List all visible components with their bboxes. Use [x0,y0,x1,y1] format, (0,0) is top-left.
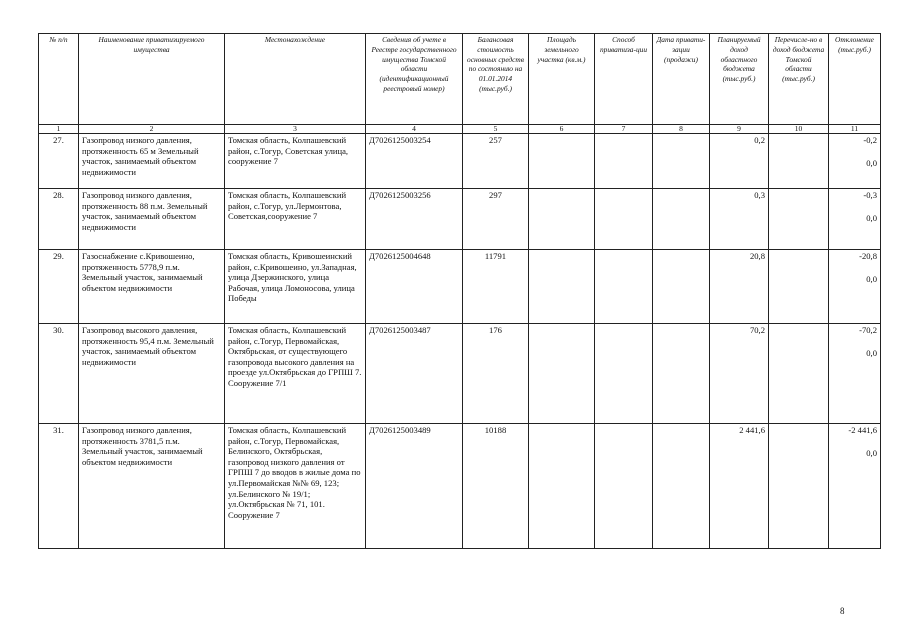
column-number: 3 [225,125,366,134]
balance-value: 257 [463,134,529,189]
privatization-table [38,33,881,549]
balance-value: 297 [463,189,529,250]
header-cell: Перечисле-но в доход бюджета Томской области (тыс.руб.) [769,34,829,125]
planned-income: 0,2 [710,134,769,189]
property-location: Томская область, Колпашевский район, с.Тогур, Первомайская, Октябрьская, от существующего газопровода высокого давления на проезде ул.Октябрьская до ГРПШ 7. Сооружение 7/1 [225,324,366,424]
registry-number: Д7026125004648 [366,250,463,324]
header-cell: Планируемый доход областного бюджета (тыс.руб.) [710,34,769,125]
header-cell: Наименование приватизируемого имущества [79,34,225,125]
transferred-income [769,189,829,250]
column-number-row [39,125,881,134]
deviation-land-value: 0,0 [866,273,877,284]
deviation-cell [829,250,881,324]
deviation-land-value: 0,0 [866,157,877,168]
header-row [39,34,881,125]
column-number: 2 [79,125,225,134]
planned-income: 0,3 [710,189,769,250]
row-number: 30. [39,324,79,424]
property-name: Газопровод высокого давления, протяженность 95,4 п.м. Земельный участок, занимаемый объектом недвижимости [79,324,225,424]
column-number: 7 [595,125,653,134]
property-location: Томская область, Кривошеинский район, с.Кривошеино, ул.Западная, улица Дзержинского, улица Рабочая, улица Ломоносова, улица Победы [225,250,366,324]
column-number: 11 [829,125,881,134]
land-area [529,189,595,250]
table-row [39,189,881,250]
page-number: 8 [840,606,845,616]
column-number: 4 [366,125,463,134]
privatization-date [653,189,710,250]
table-row [39,134,881,189]
registry-number: Д7026125003487 [366,324,463,424]
property-location: Томская область, Колпашевский район, с.Тогур, Первомайская, Белинского, Октябрьская, газопровод низкого давления от ГРПШ 7 до вводов в жилые дома по ул.Первомайская №№ 69, 123; ул.Белинского № 19/1; ул.Октябрьская № 71, 101. Сооружение 7 [225,424,366,549]
privatization-method [595,250,653,324]
deviation-cell [829,424,881,549]
header-cell: № п/п [39,34,79,125]
privatization-date [653,324,710,424]
land-area [529,424,595,549]
column-number: 5 [463,125,529,134]
header-cell: Сведения об учете в Реестре государственного имущества Томской области (идентификационный реестровый номер) [366,34,463,125]
privatization-date [653,134,710,189]
header-cell: Площадь земельного участка (кв.м.) [529,34,595,125]
header-cell: Балансовая стоимость основных средств по состоянию на 01.01.2014 (тыс.руб.) [463,34,529,125]
registry-number: Д7026125003489 [366,424,463,549]
property-name: Газопровод низкого давления, протяженность 3781,5 п.м. Земельный участок, занимаемый объектом недвижимости [79,424,225,549]
header-cell: Отклонение (тыс.руб.) [829,34,881,125]
balance-value: 10188 [463,424,529,549]
privatization-report-sheet [38,33,880,549]
balance-value: 176 [463,324,529,424]
column-number: 6 [529,125,595,134]
table-row [39,424,881,549]
row-number: 27. [39,134,79,189]
column-number: 8 [653,125,710,134]
property-name: Газопровод низкого давления, протяженность 65 м Земельный участок, занимаемый объектом недвижимости [79,134,225,189]
deviation-value: -2 441,6 [848,425,877,435]
table-row [39,250,881,324]
transferred-income [769,134,829,189]
land-area [529,324,595,424]
privatization-method [595,189,653,250]
balance-value: 11791 [463,250,529,324]
deviation-value: -0,3 [863,190,877,200]
land-area [529,250,595,324]
deviation-cell [829,134,881,189]
planned-income: 70,2 [710,324,769,424]
privatization-method [595,424,653,549]
privatization-date [653,250,710,324]
header-cell: Местонахождение [225,34,366,125]
registry-number: Д7026125003256 [366,189,463,250]
deviation-value: -70,2 [859,325,877,335]
deviation-value: -0,2 [863,135,877,145]
row-number: 29. [39,250,79,324]
deviation-value: -20,8 [859,251,877,261]
property-location: Томская область, Колпашевский район, с.Тогур, Советская улица, сооружение 7 [225,134,366,189]
column-number: 9 [710,125,769,134]
header-cell: Дата привати-зации (продажи) [653,34,710,125]
deviation-land-value: 0,0 [866,212,877,223]
deviation-land-value: 0,0 [866,347,877,358]
deviation-cell [829,324,881,424]
property-name: Газопровод низкого давления, протяженность 88 п.м. Земельный участок, занимаемый объектом недвижимости [79,189,225,250]
property-location: Томская область, Колпашевский район, с.Тогур, ул.Лермонтова, Советская,сооружение 7 [225,189,366,250]
row-number: 28. [39,189,79,250]
privatization-method [595,324,653,424]
row-number: 31. [39,424,79,549]
transferred-income [769,324,829,424]
privatization-date [653,424,710,549]
column-number: 1 [39,125,79,134]
property-name: Газоснабжение с.Кривошеино, протяженность 5778,9 п.м. Земельный участок, занимаемый объектом недвижимости [79,250,225,324]
registry-number: Д7026125003254 [366,134,463,189]
transferred-income [769,424,829,549]
deviation-land-value: 0,0 [866,447,877,458]
table-row [39,324,881,424]
deviation-cell [829,189,881,250]
privatization-method [595,134,653,189]
transferred-income [769,250,829,324]
planned-income: 20,8 [710,250,769,324]
column-number: 10 [769,125,829,134]
land-area [529,134,595,189]
planned-income: 2 441,6 [710,424,769,549]
header-cell: Способ приватиза-ции [595,34,653,125]
